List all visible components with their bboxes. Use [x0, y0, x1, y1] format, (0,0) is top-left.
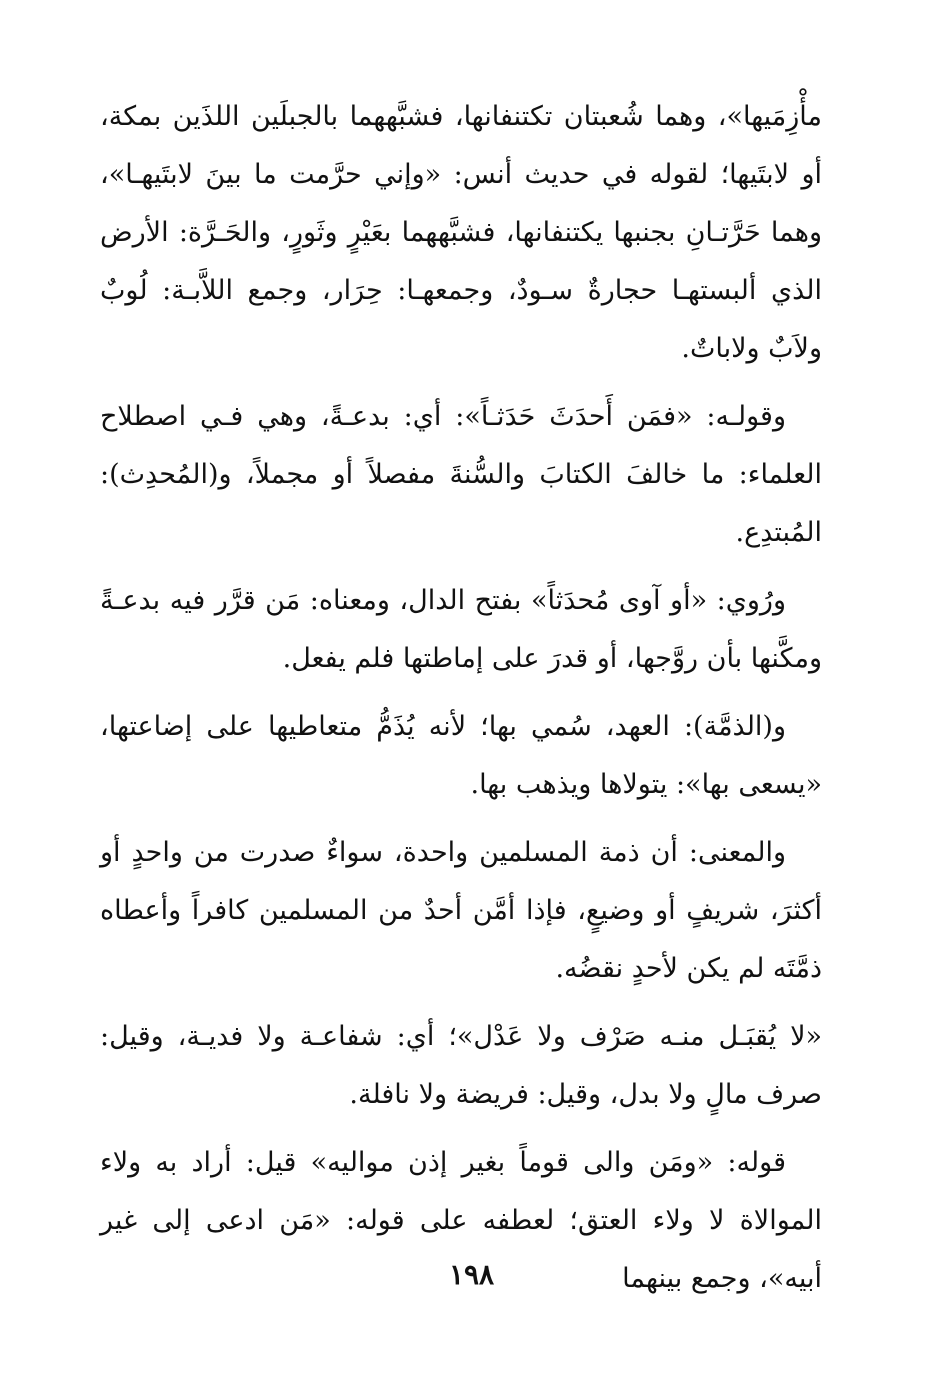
paragraph-1: مأْزِمَيها»، وهما شُعبتان تكتنفانها، فشبَّههما بالجبلَين اللذَين بمكة، أو لابتَيها؛ لقوله في حديث أنس: «وإني حرَّمت ما بينَ لابتَيهـا»، وهما حَرَّتـانِ بجنبها يكتنفانها، فشبَّههما بعَيْرٍ وثَورٍ، والحَـرَّة: الأرض الذي ألبستهـا حجارةٌ سـودٌ، وجمعهـا: حِرَار، وجمع اللاَّبـة: لُوبٌ ولاَبٌ ولاباتٌ.	[100, 101, 822, 364]
paragraph-2: وقولـه: «فمَن أَحدَثَ حَدَثـاً»: أي: بدعـةً، وهي فـي اصطلاح العلماء: ما خالفَ الكتابَ والسُّنةَ مفصلاً أو مجملاً، و(المُحدِث): المُبتدِع.	[100, 401, 822, 548]
paragraph-3: ورُوي: «أو آوى مُحدَثاً» بفتح الدال، ومعناه: مَن قرَّر فيه بدعـةً ومكَّنها بأن روَّجها، أو قدرَ على إماطتها فلم يفعل.	[100, 585, 822, 674]
paragraph-6: «لا يُقبَـل منـه صَرْف ولا عَدْل»؛ أي: شفاعـة ولا فديـة، وقيل: صرف مالٍ ولا بدل، وقيل: فريضة ولا نافلة.	[100, 1021, 822, 1110]
paragraph-5: والمعنى: أن ذمة المسلمين واحدة، سواءٌ صدرت من واحدٍ أو أكثرَ، شريفٍ أو وضيعٍ، فإذا أمَّن أحدٌ من المسلمين كافراً وأعطاه ذمَّتَه لم يكن لأحدٍ نقضُه.	[100, 837, 822, 984]
page-number: ١٩٨	[448, 1258, 495, 1291]
page-body	[100, 88, 822, 1318]
paragraph-4: و(الذمَّة): العهد، سُمي بها؛ لأنه يُذَمُّ متعاطيها على إضاعتها، «يسعى بها»: يتولاها ويذهب بها.	[100, 711, 822, 800]
paragraph-7: قوله: «ومَن والى قوماً بغير إذن مواليه» قيل: أراد به ولاء الموالاة لا ولاء العتق؛ لعطفه على قوله: «مَن ادعى إلى غير أبيه»، وجمع بينهما	[100, 1147, 822, 1294]
